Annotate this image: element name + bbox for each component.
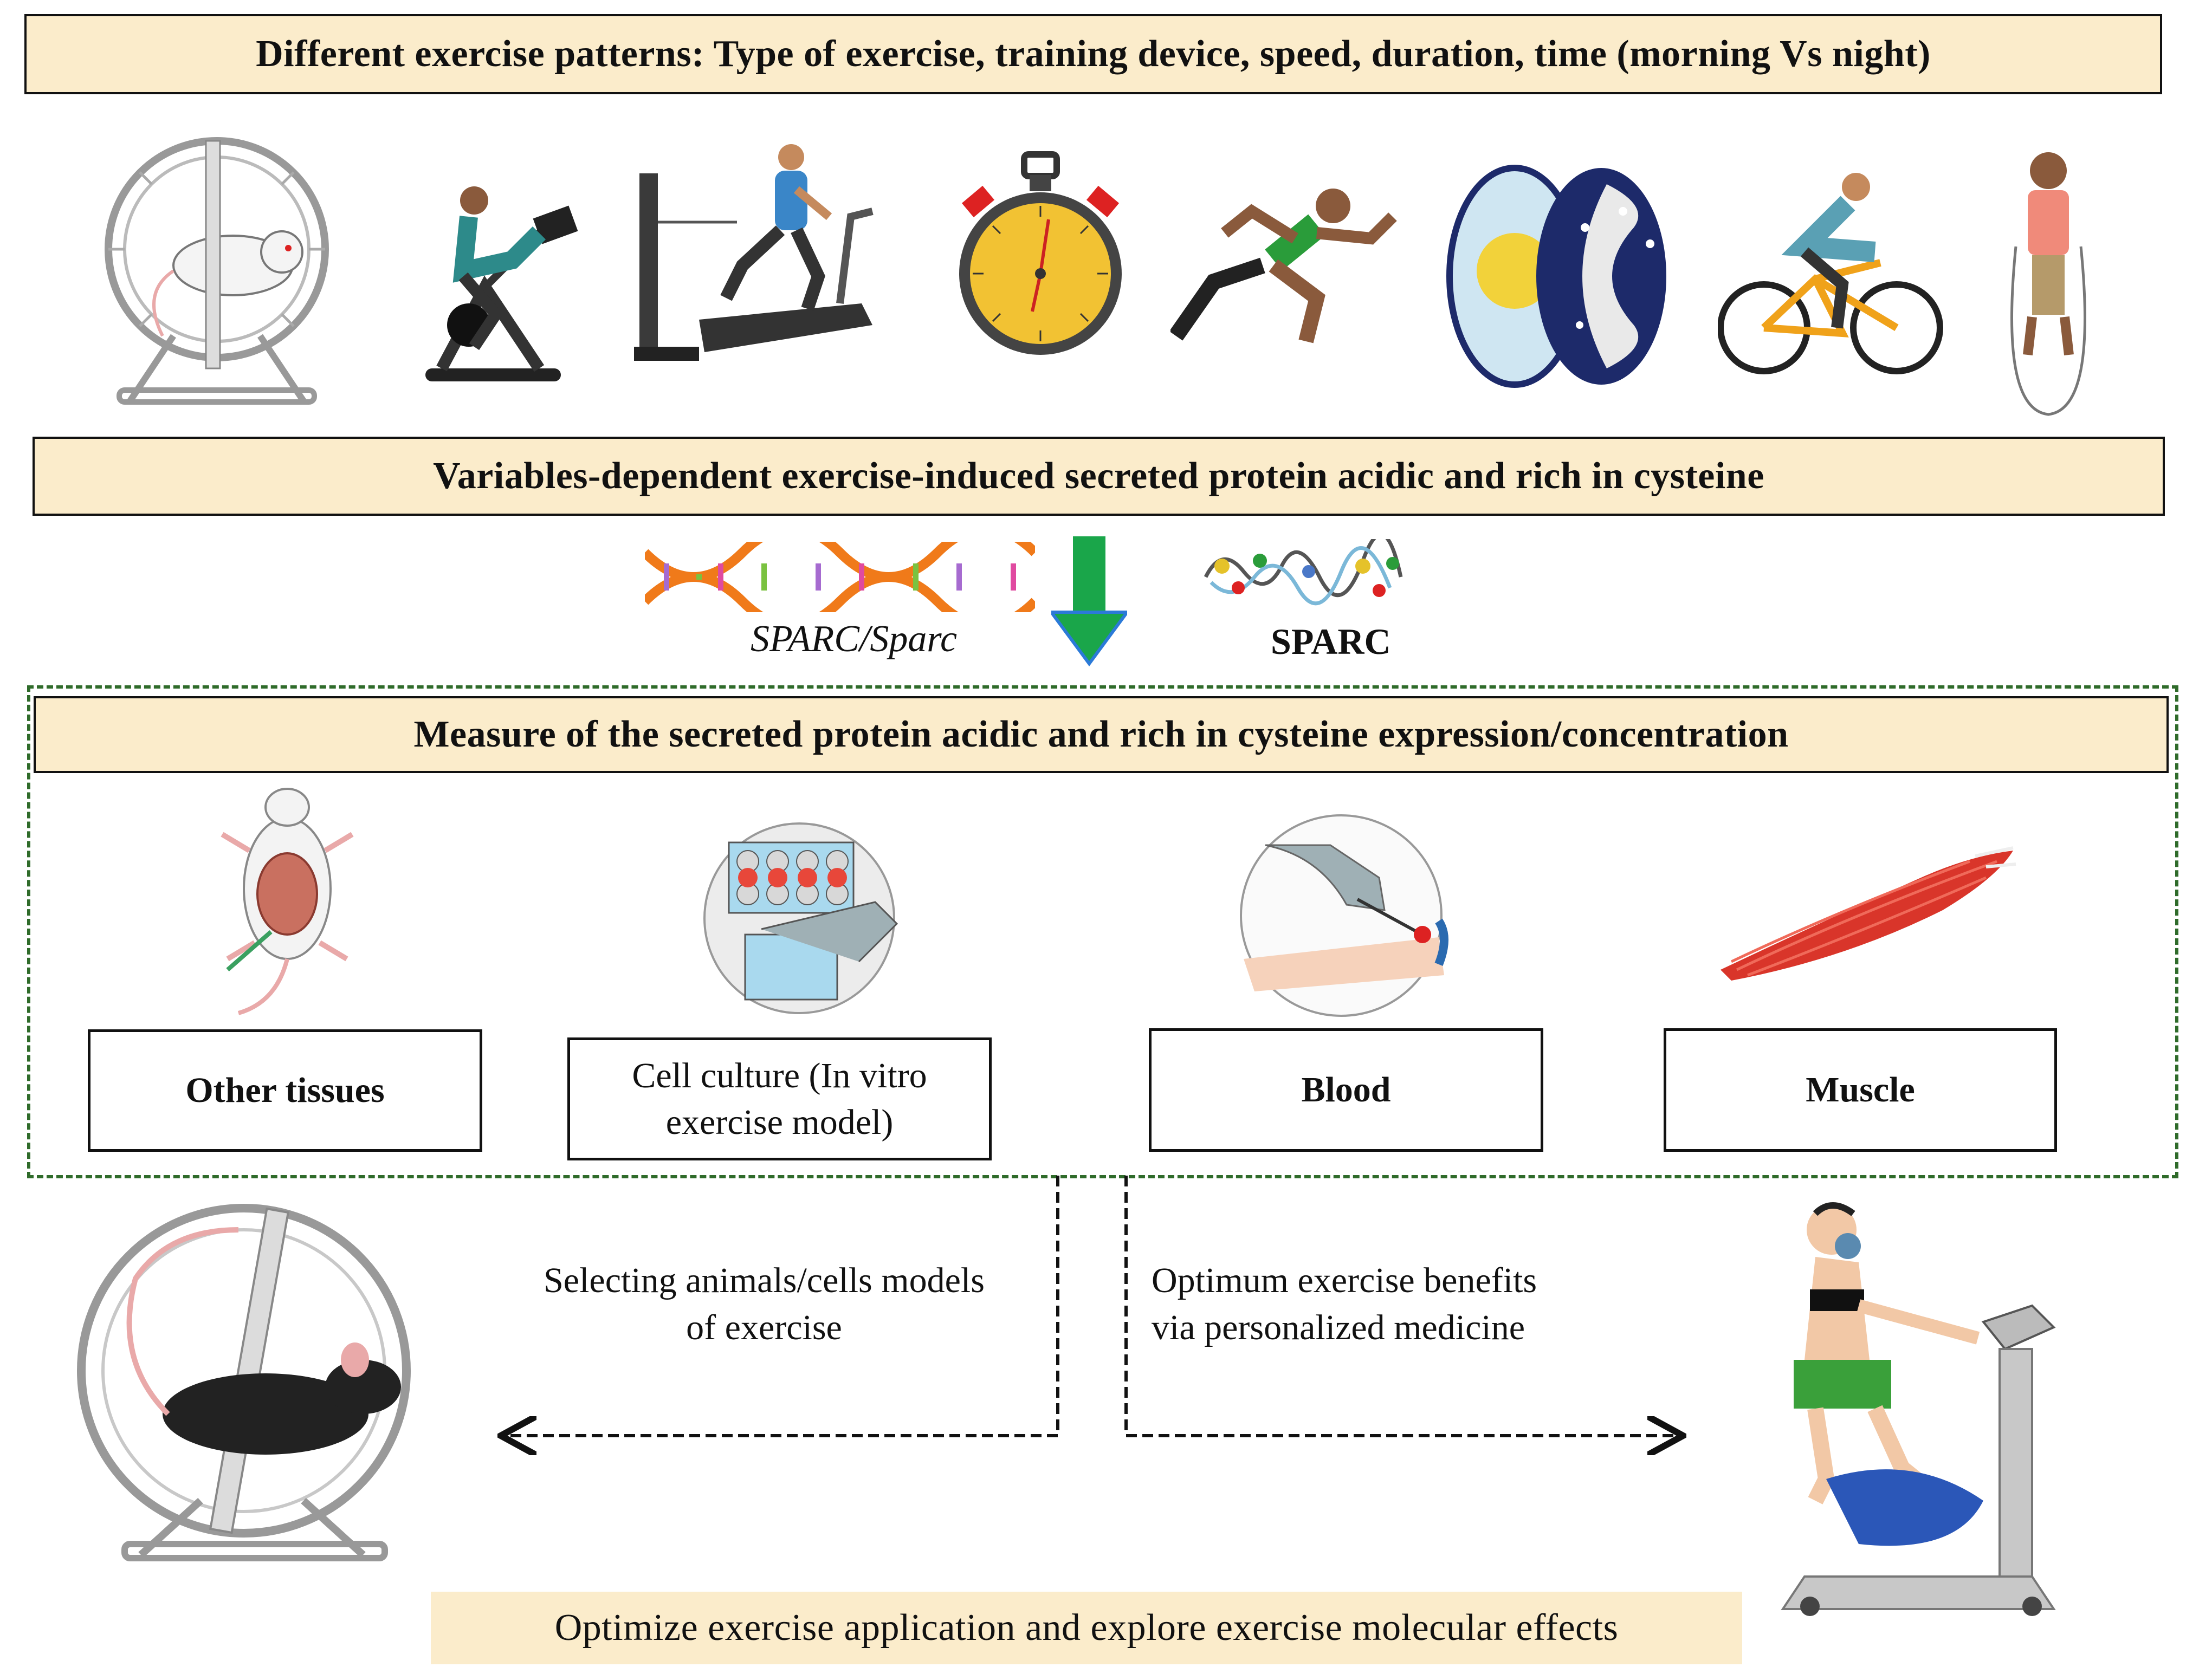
treadmill-runner-icon [634, 141, 883, 368]
right-note [1152, 1257, 1693, 1351]
bottom-banner-text: Optimize exercise application and explore exercise molecular effects [554, 1607, 1619, 1649]
mid-banner-text: Variables-dependent exercise-induced secreted protein acidic and rich in cysteine [433, 455, 1764, 497]
stopwatch-icon [954, 149, 1127, 366]
protein-label: SPARC [1271, 621, 1391, 662]
blood-draw-icon [1222, 813, 1460, 1019]
muscle-box [1664, 1028, 2057, 1152]
left-note [488, 1257, 1040, 1351]
cell-culture-box [567, 1037, 992, 1160]
stationary-bike-test-icon [1750, 1197, 2097, 1620]
sprinter-icon [1170, 179, 1398, 352]
cell-culture-label-line1: Cell culture (In vitro [632, 1055, 927, 1095]
dissected-rat-icon [217, 786, 358, 1024]
dna-helix-icon [645, 542, 1035, 612]
down-arrow-icon [1051, 536, 1127, 666]
left-note-line2: of exercise [686, 1308, 842, 1348]
bottom-banner [431, 1592, 1742, 1664]
mid-banner [33, 437, 2165, 516]
cell-culture-plate-icon [680, 821, 919, 1016]
left-note-line1: Selecting animals/cells models [544, 1261, 985, 1300]
muscle-icon [1715, 845, 2019, 986]
jump-rope-icon [1994, 138, 2103, 420]
cell-culture-label-line2: exercise model) [665, 1102, 894, 1142]
other-tissues-label: Other tissues [185, 1071, 385, 1111]
right-note-line2: via personalized medicine [1152, 1308, 1525, 1348]
black-mouse-wheel-icon [60, 1197, 428, 1566]
right-note-line1: Optimum exercise benefits [1152, 1261, 1537, 1300]
top-banner [24, 14, 2162, 94]
measure-banner [34, 696, 2169, 773]
muscle-label: Muscle [1806, 1070, 1915, 1110]
measure-banner-text: Measure of the secreted protein acidic and rich in cysteine expression/concentration [413, 713, 1789, 755]
blood-box [1149, 1028, 1543, 1152]
gene-label: SPARC/Sparc [751, 618, 958, 660]
sun-moon-icon [1444, 163, 1672, 390]
other-tissues-box [88, 1029, 482, 1152]
hamster-wheel-rat-icon [98, 130, 336, 412]
blood-label: Blood [1301, 1070, 1391, 1110]
exercise-bike-woman-icon [404, 179, 583, 390]
top-banner-text: Different exercise patterns: Type of exercise, training device, speed, duration, time (morning Vs night) [256, 33, 1931, 75]
protein-structure-icon [1200, 539, 1406, 609]
cyclist-icon [1718, 171, 1945, 382]
